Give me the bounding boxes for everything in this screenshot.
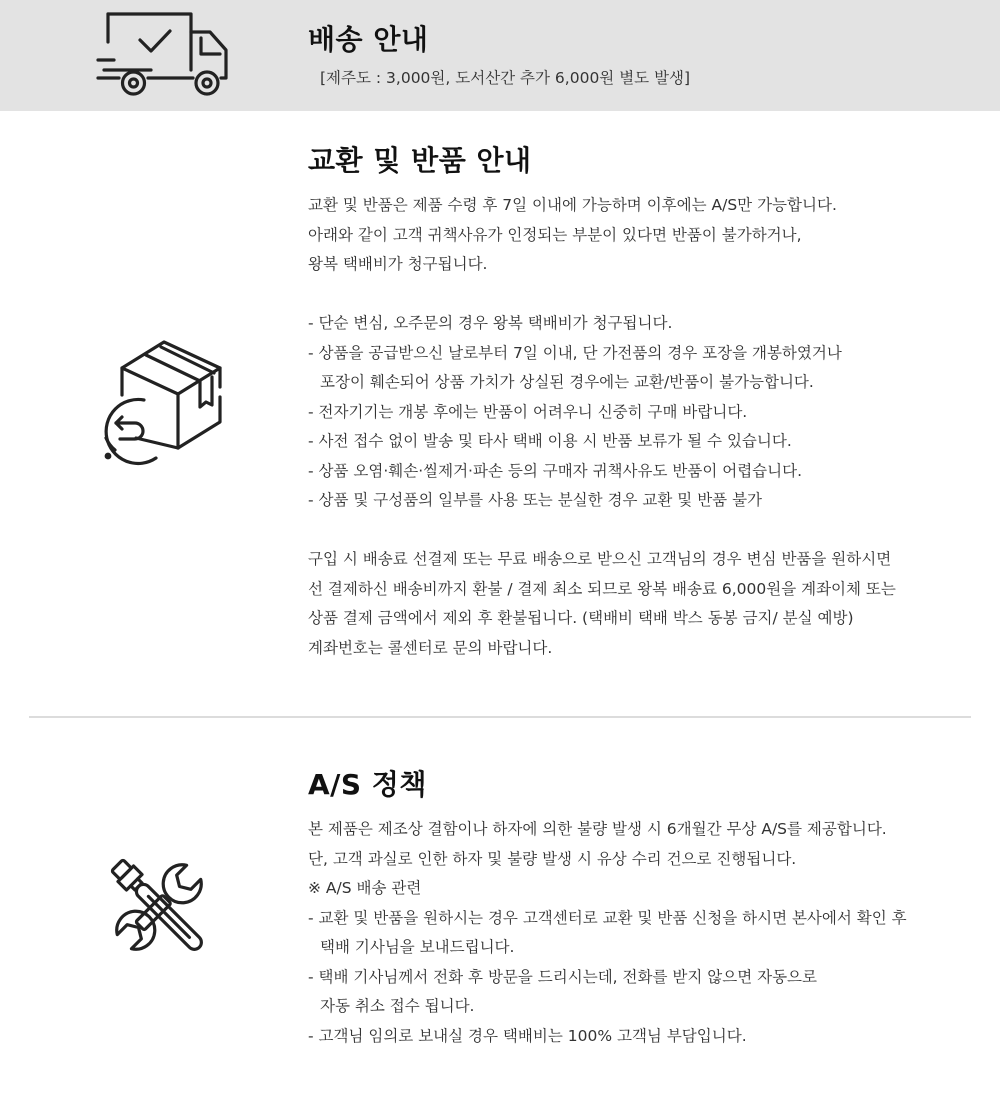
returns-line: 선 결제하신 배송비까지 환불 / 결제 최소 되므로 왕복 배송료 6,000원을 계좌이체 또는: [308, 579, 896, 598]
as-line: 자동 취소 접수 됩니다.: [320, 997, 475, 1015]
as-line: - 택배 기사님께서 전화 후 방문을 드리시는데, 전화를 받지 않으면 자동으로: [308, 967, 817, 986]
as-line: 택배 기사님을 보내드립니다.: [320, 938, 515, 956]
shipping-title: 배송 안내: [308, 23, 429, 56]
as-policy-title: A/S 정책: [308, 768, 427, 801]
as-line: - 교환 및 반품을 원하시는 경우 고객센터로 교환 및 반품 신청을 하시면 본사에서 확인 후: [308, 908, 907, 927]
returns-line: 포장이 훼손되어 상품 가치가 상실된 경우에는 교환/반품이 불가능합니다.: [320, 373, 814, 391]
wrench-screwdriver-icon: [104, 852, 214, 962]
blank-line: [308, 516, 968, 546]
box-return-icon: [96, 338, 224, 466]
as-line: ※ A/S 배송 관련: [308, 879, 422, 897]
returns-line: 교환 및 반품은 제품 수령 후 7일 이내에 가능하며 이후에는 A/S만 가능합니다.: [308, 196, 837, 214]
returns-line: 구입 시 배송료 선결제 또는 무료 배송으로 받으신 고객님의 경우 변심 반품을 원하시면: [308, 550, 892, 568]
returns-line: - 전자기기는 개봉 후에는 반품이 어려우니 신중히 구매 바랍니다.: [308, 402, 748, 421]
blank-line: [308, 280, 968, 310]
as-line: 단, 고객 과실로 인한 하자 및 불량 발생 시 유상 수리 건으로 진행됩니다.: [308, 849, 797, 868]
as-policy-text: [308, 815, 968, 1051]
returns-line: 아래와 같이 고객 귀책사유가 인정되는 부분이 있다면 반품이 불가하거나,: [308, 225, 802, 244]
returns-line: - 상품 및 구성품의 일부를 사용 또는 분실한 경우 교환 및 반품 불가: [308, 491, 763, 509]
as-line: - 고객님 임의로 보내실 경우 택배비는 100% 고객님 부담입니다.: [308, 1026, 747, 1045]
returns-line: 왕복 택배비가 청구됩니다.: [308, 255, 488, 273]
as-line: 본 제품은 제조상 결함이나 하자에 의한 불량 발생 시 6개월간 무상 A/S를 제공합니다.: [308, 820, 887, 838]
shipping-fee-note: [제주도 : 3,000원, 도서산간 추가 6,000원 별도 발생]: [320, 69, 691, 87]
returns-line: - 사전 접수 없이 발송 및 타사 택배 이용 시 반품 보류가 될 수 있습니다.: [308, 432, 792, 450]
returns-line: 계좌번호는 콜센터로 문의 바랍니다.: [308, 638, 553, 657]
returns-line: 상품 결제 금액에서 제외 후 환불됩니다. (택배비 택배 박스 동봉 금지/ 분실 예방): [308, 609, 854, 627]
returns-title: 교환 및 반품 안내: [308, 144, 532, 177]
returns-line: - 상품 오염·훼손·씰제거·파손 등의 구매자 귀책사유도 반품이 어렵습니다.: [308, 461, 803, 480]
returns-policy-text: [308, 191, 968, 663]
delivery-truck-check-icon: [96, 12, 232, 98]
section-divider: [29, 716, 971, 718]
returns-line: - 상품을 공급받으신 날로부터 7일 이내, 단 가전품의 경우 포장을 개봉하였거나: [308, 343, 842, 362]
returns-line: - 단순 변심, 오주문의 경우 왕복 택배비가 청구됩니다.: [308, 314, 673, 332]
